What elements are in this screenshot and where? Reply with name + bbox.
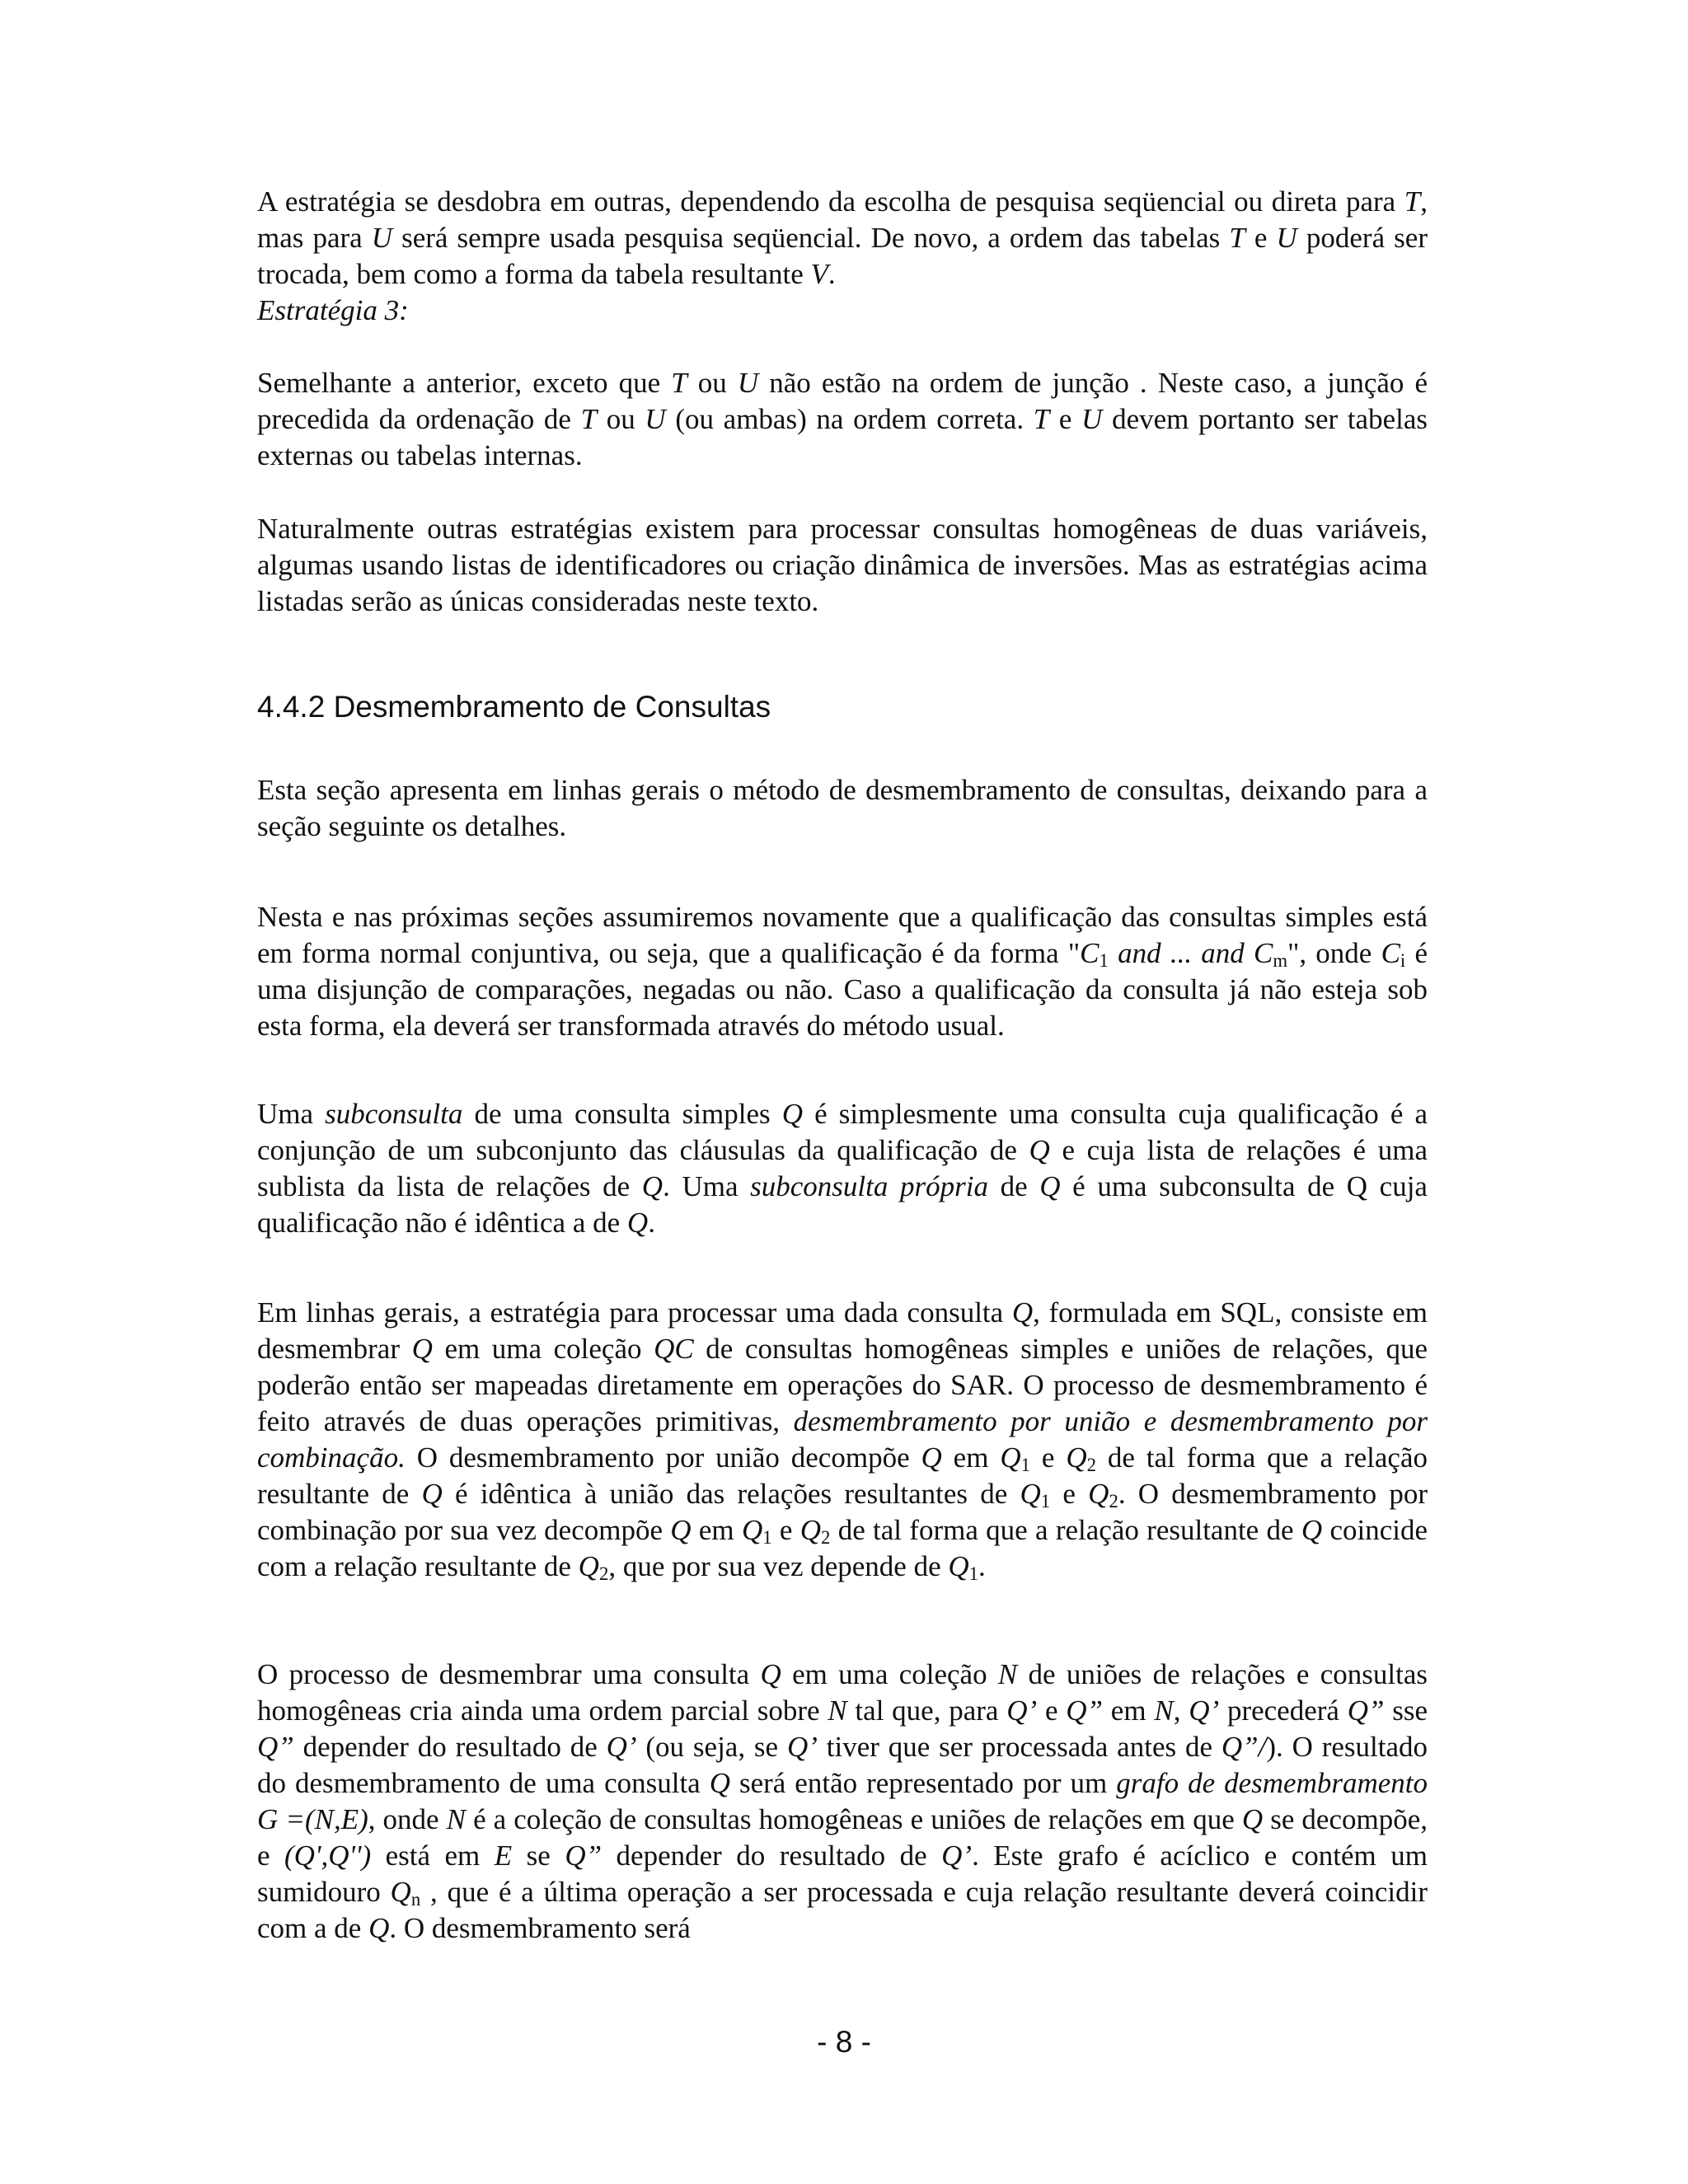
- paragraph-other-strategies: Naturalmente outras estratégias existem para processar consultas homogêneas de duas variáveis, algumas usando listas de identificadores ou criação dinâmica de inversões. Mas as estratégias acima listadas serão as únicas consideradas neste texto.: [257, 513, 1428, 617]
- paragraph-normal-form: Nesta e nas próximas seções assumiremos novamente que a qualificação das consultas simples está em forma normal conjuntiva, ou seja, que a qualificação é da forma "$C_1$ and ... and $C_m$", onde $C_i$ é uma disjunção de comparações, negadas ou não. Caso a qualificação da consulta já não esteja sob esta forma, ela deverá ser transformada através do método usual.: [257, 901, 1428, 1042]
- paragraph-decomposition-graph: O processo de desmembrar uma consulta Q em uma coleção N de uniões de relações e consultas homogêneas cria ainda uma ordem parcial sobre N tal que, para Q’ e Q” em N, Q’ precederá Q” sse Q” depender do resultado de Q’ (ou seja, se Q’ tiver que ser processada antes de Q”/). O resultado do desmembramento de uma consulta Q será então representado por um grafo de desmembramento G =(N,E), onde N é a coleção de consultas homogêneas e uniões de relações em que Q se decompõe, e (Q',Q'') está em E se Q” depender do resultado de Q’. Este grafo é acíclico e contém um sumidouro $Q_n$ , que é a última operação a ser processada e cuja relação resultante deverá coincidir com a de Q. O desmembramento será: [257, 1658, 1428, 1944]
- page-number: - 8 -: [817, 2025, 871, 2059]
- paragraph-section-intro: Esta seção apresenta em linhas gerais o método de desmembramento de consultas, deixando para a seção seguinte os detalhes.: [257, 774, 1428, 842]
- paragraph-subconsulta: Uma subconsulta de uma consulta simples Q é simplesmente uma consulta cuja qualificação é a conjunção de um subconjunto das cláusulas da qualificação de Q e cuja lista de relações é uma sublista da lista de relações de Q. Uma subconsulta própria de Q é uma subconsulta de Q cuja qualificação não é idêntica a de Q.: [257, 1098, 1428, 1239]
- strategy-3-label: Estratégia 3:: [257, 294, 409, 326]
- paragraph-strategy-3: Semelhante a anterior, exceto que T ou U não estão na ordem de junção . Neste caso, a junção é precedida da ordenação de T ou U (ou ambas) na ordem correta. T e U devem portanto ser tabelas externas ou tabelas internas.: [257, 367, 1428, 471]
- paragraph-strategy-intro: A estratégia se desdobra em outras, dependendo da escolha de pesquisa seqüencial ou direta para T, mas para U será sempre usada pesquisa seqüencial. De novo, a ordem das tabelas T e U poderá ser trocada, bem como a forma da tabela resultante V. Estratégia 3:: [257, 185, 1428, 326]
- section-heading: 4.4.2 Desmembramento de Consultas: [257, 690, 771, 724]
- paragraph-strategy-overview: Em linhas gerais, a estratégia para processar uma dada consulta Q, formulada em SQL, consiste em desmembrar Q em uma coleção QC de consultas homogêneas simples e uniões de relações, que poderão então ser mapeadas diretamente em operações do SAR. O processo de desmembramento é feito através de duas operações primitivas, desmembramento por união e desmembramento por combinação. O desmembramento por união decompõe Q em $Q_1$ e $Q_2$ de tal forma que a relação resultante de Q é idêntica à união das relações resultantes de $Q_1$ e $Q_2$. O desmembramento por combinação por sua vez decompõe Q em $Q_1$ e $Q_2$ de tal forma que a relação resultante de Q coincide com a relação resultante de $Q_2$, que por sua vez depende de $Q_1$.: [257, 1296, 1428, 1584]
